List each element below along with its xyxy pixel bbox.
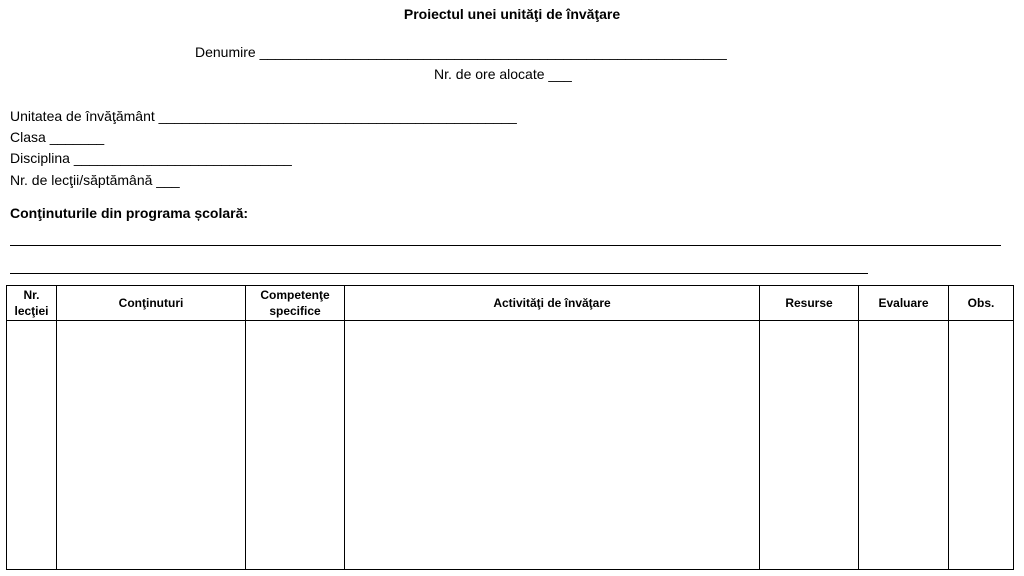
header-nr-lectiei: Nr. lecţiei [7,286,57,321]
denumire-label: Denumire [195,44,256,60]
header-continuturi: Conţinuturi [57,286,246,321]
writing-line [10,245,1001,246]
cell-obs[interactable] [949,321,1014,570]
table-row [7,321,1014,570]
header-resurse: Resurse [760,286,859,321]
cell-activitati[interactable] [345,321,760,570]
header-activitati: Activităţi de învăţare [345,286,760,321]
disciplina-label: Disciplina [10,150,70,166]
cell-continuturi[interactable] [57,321,246,570]
disciplina-line [10,149,292,167]
cell-evaluare[interactable] [859,321,949,570]
lectii-blank: ___ [156,172,180,188]
clasa-label: Clasa [10,129,46,145]
continuturi-heading: Conţinuturile din programa școlară: [10,205,249,221]
lectii-line [10,171,180,189]
header-competente: Competenţe specifice [246,286,345,321]
cell-competente[interactable] [246,321,345,570]
lectii-label: Nr. de lecţii/săptămână [10,172,153,188]
header-evaluare: Evaluare [859,286,949,321]
unitatea-line [10,107,517,125]
ore-blank: ___ [548,66,572,82]
ore-label: Nr. de ore alocate [434,66,545,82]
disciplina-blank: ____________________________ [73,150,292,166]
cell-nr-lectiei[interactable] [7,321,57,570]
denumire-line [195,43,727,61]
clasa-blank: _______ [49,129,105,145]
unit-plan-table [6,285,1014,570]
unitatea-label: Unitatea de învăţământ [10,108,155,124]
table-header-row [7,286,1014,321]
page-title: Proiectul unei unităţi de învăţare [403,6,621,22]
cell-resurse[interactable] [760,321,859,570]
ore-line [434,65,572,83]
clasa-line [10,128,104,146]
header-obs: Obs. [949,286,1014,321]
writing-line [10,273,868,274]
denumire-blank: ____________________________________________________________ [259,44,727,60]
unitatea-blank: ______________________________________________ [158,108,517,124]
